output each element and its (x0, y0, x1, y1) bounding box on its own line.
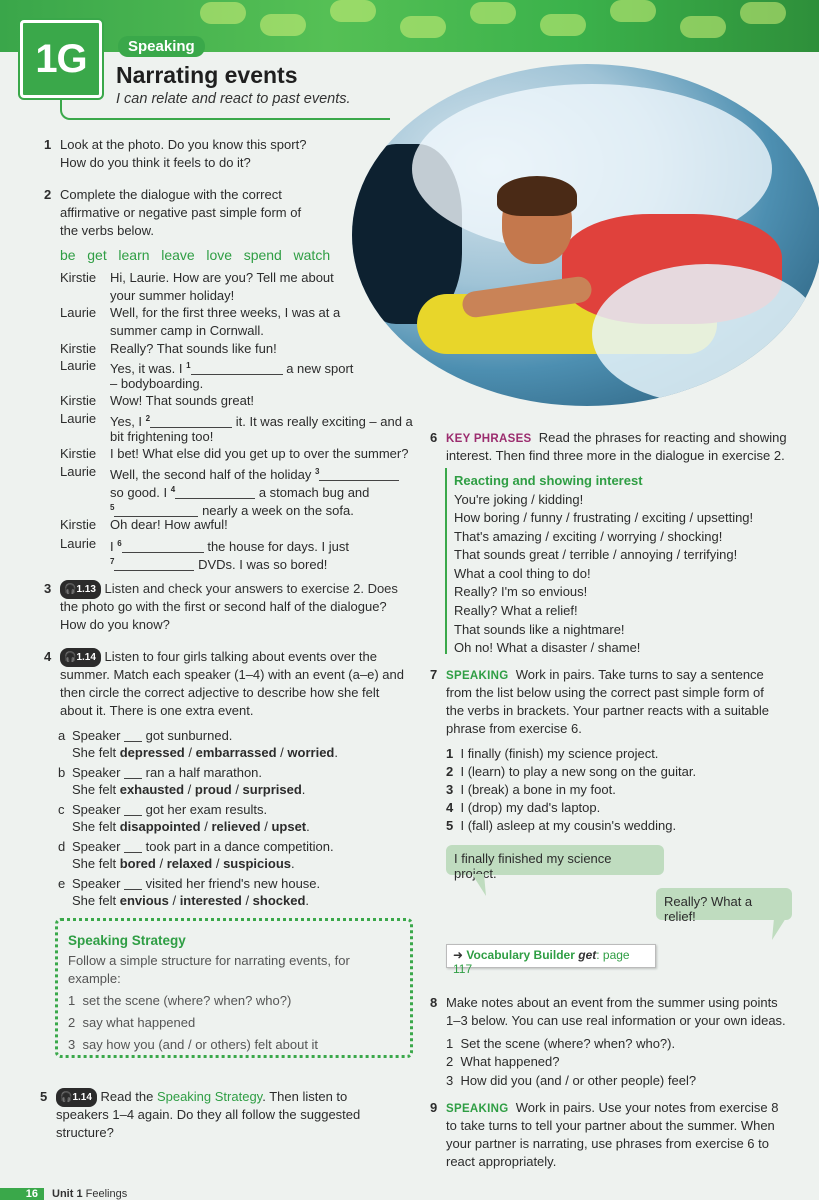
ex4-adjectives: She felt depressed / embarrassed / worried. (72, 745, 338, 760)
ex7-text: phrase from exercise 6. (446, 721, 582, 736)
ex5-number: 5 (40, 1089, 48, 1104)
ex9-text: your partner is narrating, use phrases from exercise 6 to (446, 1136, 769, 1151)
dialogue-line: Wow! That sounds great! (110, 393, 255, 408)
ex4-item-letter: d (58, 839, 66, 854)
ex2-number: 2 (44, 187, 52, 202)
decor-dot (610, 0, 656, 22)
adjective-option[interactable]: proud (194, 782, 232, 797)
word-bank-item: leave (161, 247, 195, 263)
key-phrase: That's amazing / exciting / worrying / shocking! (454, 529, 723, 544)
ex5-text: 🎧1.14 Read the Speaking Strategy. Then listen to (56, 1088, 347, 1107)
ex8-number: 8 (430, 995, 438, 1010)
key-phrase: Really? What a relief! (454, 603, 578, 618)
strategy-step: 2 say what happened (68, 1015, 196, 1030)
answer-gap[interactable] (124, 878, 142, 890)
ex4-text: about it. There is one extra event. (60, 703, 254, 718)
key-phrases-tag: KEY PHRASES (446, 433, 532, 445)
ex1-text: How do you think it feels to do it? (60, 155, 251, 170)
adjective-option[interactable]: relaxed (166, 856, 213, 871)
ex8-item: 2 What happened? (446, 1054, 560, 1069)
ex9-text: react appropriately. (446, 1154, 557, 1169)
unit-badge: 1G (20, 20, 102, 98)
ex4-item-letter: a (58, 728, 66, 743)
ex8-item: 1 Set the scene (where? when? who?). (446, 1036, 676, 1051)
gap-number: 3 (315, 467, 320, 476)
dialogue-line: so good. I $^4$ a stomach bug and (110, 485, 370, 500)
adjective-option[interactable]: worried (287, 745, 335, 760)
answer-gap[interactable] (124, 804, 142, 816)
ex4-item: Speaker got her exam results. (72, 802, 268, 817)
answer-gap[interactable] (124, 841, 142, 853)
ex4-adjectives: She felt bored / relaxed / suspicious. (72, 856, 295, 871)
strategy-title: Speaking Strategy (68, 933, 186, 948)
dialogue-line: Oh dear! How awful! (110, 517, 228, 532)
dialogue-line: Yes, it was. I $^1$ a new sport (110, 361, 354, 376)
adjective-option[interactable]: suspicious (223, 856, 291, 871)
strategy-intro: Follow a simple structure for narrating events, for (68, 953, 350, 968)
ex4-adjectives: She felt envious / interested / shocked. (72, 893, 310, 908)
ex7-text: the verbs in brackets. Your partner reacts with a suitable (446, 703, 770, 718)
key-phrase: You're joking / kidding! (454, 492, 584, 507)
speaker-name: Kirstie (60, 270, 97, 285)
answer-gap[interactable] (122, 541, 204, 553)
dialogue-line: Really? That sounds like fun! (110, 341, 277, 356)
speaking-tag: SPEAKING (446, 1103, 509, 1115)
key-phrase: That sounds great / terrible / annoying / terrifying! (454, 547, 738, 562)
ex7-text: SPEAKING Work in pairs. Take turns to say a sentence (446, 667, 764, 682)
ex8-text: Make notes about an event from the summer using points (446, 995, 778, 1010)
gap-number: 4 (170, 485, 176, 494)
strategy-link[interactable]: Speaking Strategy (156, 1089, 263, 1104)
ex4-adjectives: She felt disappointed / relieved / upset. (72, 819, 310, 834)
answer-gap[interactable] (124, 730, 142, 742)
answer-gap[interactable] (114, 559, 194, 571)
answer-gap[interactable] (191, 363, 283, 375)
key-phrase: That sounds like a nightmare! (454, 622, 625, 637)
adjective-option[interactable]: relieved (211, 819, 261, 834)
ex5-text: speakers 1–4 again. Do they all follow the suggested (56, 1107, 361, 1122)
strategy-intro: example: (68, 971, 121, 986)
arrow-icon: ➜ (453, 948, 464, 962)
speaker-name: Laurie (60, 305, 97, 320)
word-bank-item: be (60, 247, 76, 263)
ex4-text: summer. Match each speaker (1–4) with an event (a–e) and (60, 667, 404, 682)
speech-bubble-tail (766, 918, 786, 940)
dialogue-line: I bet! What else did you get up to over the summer? (110, 446, 409, 461)
word-bank-item: spend (243, 247, 282, 263)
ex9-number: 9 (430, 1100, 438, 1115)
ex3-number: 3 (44, 581, 52, 596)
ex3-text: the photo go with the first or second half of the dialogue? (60, 599, 387, 614)
key-phrases-title: Reacting and showing interest (454, 473, 643, 488)
ex7-number: 7 (430, 667, 438, 682)
adjective-option[interactable]: upset (271, 819, 307, 834)
ex4-item-letter: e (58, 876, 66, 891)
ex6-text: KEY PHRASES Read the phrases for reacting and showing (446, 430, 787, 445)
speaker-name: Kirstie (60, 446, 97, 461)
ex2-text: the verbs below. (60, 223, 154, 238)
speech-bubble-statement: I finally finished my science project. (446, 845, 664, 875)
answer-gap[interactable] (319, 469, 399, 481)
dialogue-line: – bodyboarding. (110, 376, 204, 391)
speaking-tag: SPEAKING (446, 670, 509, 682)
ex8-item: 3 How did you (and / or other people) feel? (446, 1073, 697, 1088)
speaker-name: Kirstie (60, 393, 97, 408)
key-phrase: What a cool thing to do! (454, 566, 591, 581)
page-number: 16 (0, 1188, 44, 1200)
dialogue-line: your summer holiday! (110, 288, 235, 303)
word-bank-item: love (206, 247, 233, 263)
gap-number: 7 (110, 557, 115, 566)
dialogue-line: I $^6$ the house for days. I just (110, 539, 349, 554)
key-phrase: Oh no! What a disaster / shame! (454, 640, 641, 655)
gap-number: 6 (117, 539, 122, 548)
key-phrase: How boring / funny / frustrating / exciting / upsetting! (454, 510, 754, 525)
ex3-text: 🎧1.13 Listen and check your answers to exercise 2. Does (60, 580, 398, 599)
decor-dot (540, 14, 586, 36)
speaker-name: Laurie (60, 358, 97, 373)
answer-gap[interactable] (150, 416, 232, 428)
word-bank-item: watch (293, 247, 331, 263)
ex8-text: 1–3 below. You can use real information or your own ideas. (446, 1013, 786, 1028)
ex7-item: 2 I (learn) to play a new song on the guitar. (446, 764, 697, 779)
gap-number: 1 (186, 361, 191, 370)
strategy-step: 3 say how you (and / or others) felt about it (68, 1037, 319, 1052)
ex4-item-letter: b (58, 765, 66, 780)
ex4-item: Speaker got sunburned. (72, 728, 233, 743)
adjective-option[interactable]: exhausted (119, 782, 185, 797)
speaker-name: Laurie (60, 536, 97, 551)
decor-dot (200, 2, 246, 24)
audio-track-icon[interactable]: 🎧1.13 (60, 580, 101, 599)
dialogue-line: Hi, Laurie. How are you? Tell me about (110, 270, 334, 285)
ex1-number: 1 (44, 137, 52, 152)
audio-track-icon[interactable]: 🎧1.14 (60, 648, 101, 667)
word-bank-item: get (87, 247, 107, 263)
ex1-text: Look at the photo. Do you know this sport? (60, 137, 307, 152)
audio-track-icon[interactable]: 🎧1.14 (56, 1088, 97, 1107)
ex4-item: Speaker took part in a dance competition. (72, 839, 334, 854)
ex2-text: Complete the dialogue with the correct (60, 187, 282, 202)
ex4-item: Speaker ran a half marathon. (72, 765, 263, 780)
adjective-option[interactable]: embarrassed (195, 745, 277, 760)
bodyboarding-photo (352, 64, 819, 406)
page-title: Narrating events (116, 62, 298, 88)
ex7-item: 3 I (break) a bone in my foot. (446, 782, 616, 797)
adjective-option[interactable]: disappointed (119, 819, 201, 834)
speaker-name: Laurie (60, 411, 97, 426)
decor-dot (470, 2, 516, 24)
dialogue-line: Well, for the first three weeks, I was at a (110, 305, 341, 320)
decor-dot (400, 16, 446, 38)
ex7-item: 4 I (drop) my dad's laptop. (446, 800, 601, 815)
word-bank-item: learn (118, 247, 150, 263)
dialogue-line: Well, the second half of the holiday $^3$ (110, 463, 399, 483)
ex7-item: 5 I (fall) asleep at my cousin's wedding. (446, 818, 677, 833)
adjective-option[interactable]: envious (119, 893, 169, 908)
ex5-text: structure? (56, 1125, 114, 1140)
dialogue-line: Yes, I $^2$ it. It was really exciting – and a (110, 414, 413, 429)
page-subtitle: I can relate and react to past events. (116, 91, 351, 107)
decor-dot (330, 0, 376, 22)
ex2-text: affirmative or negative past simple form of (60, 205, 302, 220)
dialogue-line: $^7$ DVDs. I was so bored! (110, 557, 328, 572)
ex9-text: to take turns to tell your partner about the summer. When (446, 1118, 775, 1133)
answer-gap[interactable] (124, 767, 142, 779)
gap-number: 2 (145, 414, 151, 423)
ex4-adjectives: She felt exhausted / proud / surprised. (72, 782, 306, 797)
dialogue-line: $^5$ nearly a week on the sofa. (110, 503, 354, 518)
vocabulary-builder-link[interactable]: ➜ Vocabulary Builder get: page 117 (446, 944, 656, 968)
adjective-option[interactable]: interested (179, 893, 242, 908)
speech-bubble-reaction: Really? What a relief! (656, 888, 792, 920)
speaker-name: Kirstie (60, 517, 97, 532)
ex4-item: Speaker visited her friend's new house. (72, 876, 321, 891)
gap-number: 5 (110, 503, 115, 512)
key-phrases-rule (445, 468, 447, 654)
adjective-option[interactable]: surprised (242, 782, 302, 797)
ex4-item-letter: c (58, 802, 65, 817)
decor-dot (680, 16, 726, 38)
adjective-option[interactable]: depressed (119, 745, 185, 760)
ex7-item: 1 I finally (finish) my science project. (446, 746, 659, 761)
decor-dot (740, 2, 786, 24)
ex4-number: 4 (44, 649, 52, 664)
answer-gap[interactable] (175, 487, 255, 499)
ex4-text: 🎧1.14 Listen to four girls talking about events over the (60, 648, 377, 667)
speaker-name: Laurie (60, 464, 97, 479)
adjective-option[interactable]: shocked (252, 893, 306, 908)
dialogue-line: bit frightening too! (110, 429, 214, 444)
ex3-text: How do you know? (60, 617, 170, 632)
adjective-option[interactable]: bored (119, 856, 156, 871)
speaker-name: Kirstie (60, 341, 97, 356)
footer-unit: Unit 1 Feelings (52, 1188, 128, 1200)
key-phrase: Really? I'm so envious! (454, 584, 588, 599)
ex6-number: 6 (430, 430, 438, 445)
ex9-text: SPEAKING Work in pairs. Use your notes from exercise 8 (446, 1100, 779, 1115)
ex7-text: from the list below using the correct past simple form of (446, 685, 764, 700)
word-bank (60, 247, 330, 264)
section-tag: Speaking (118, 36, 205, 57)
dialogue-line: summer camp in Cornwall. (110, 323, 264, 338)
ex6-text: interest. Then find three more in the dialogue in exercise 2. (446, 448, 785, 463)
ex4-text: then circle the correct adjective to describe how she felt (60, 685, 380, 700)
strategy-step: 1 set the scene (where? when? who?) (68, 993, 292, 1008)
